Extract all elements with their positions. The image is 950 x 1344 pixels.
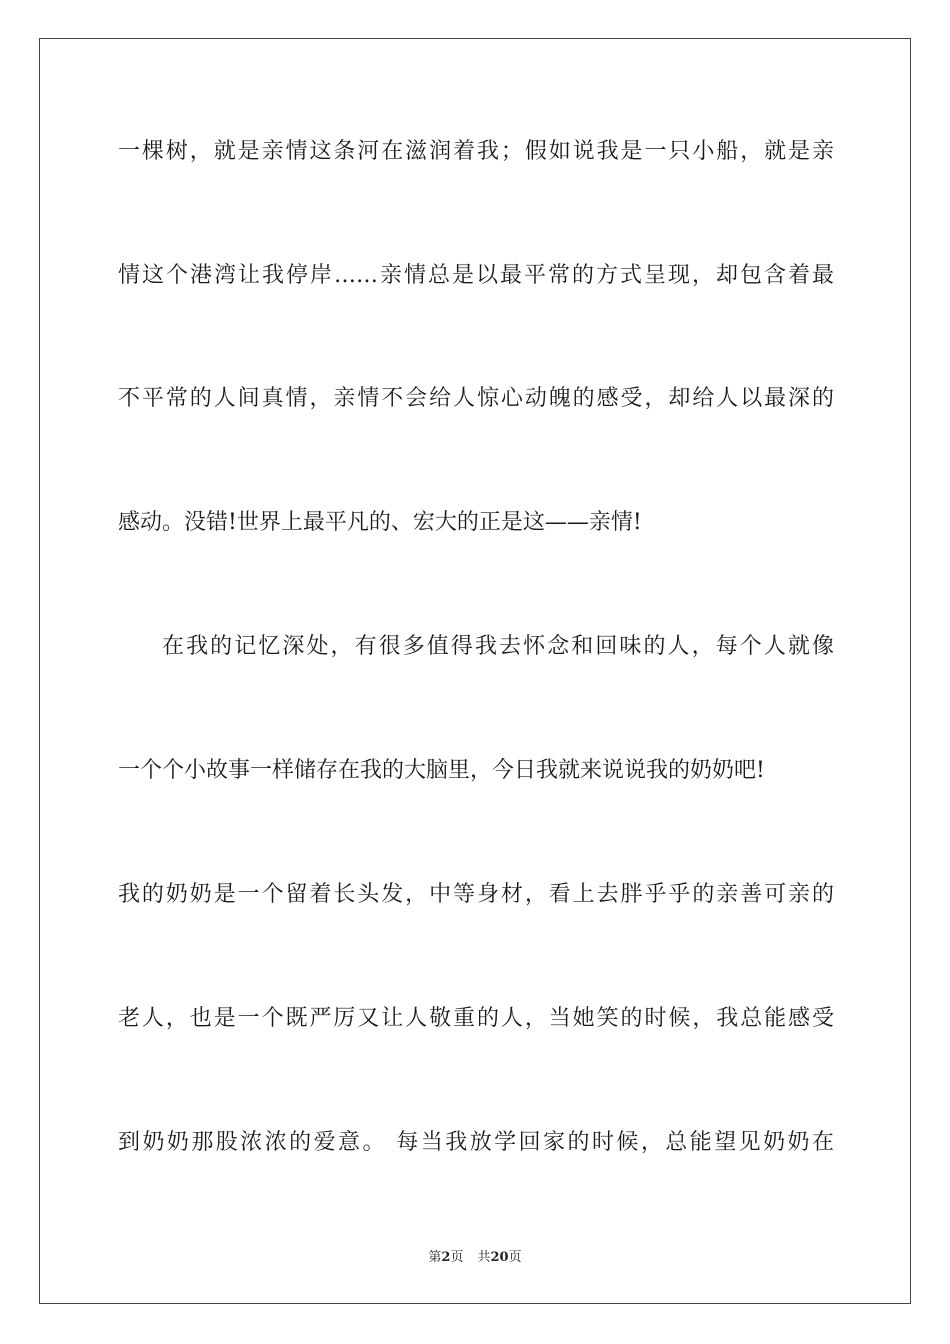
text-line-2: 情这个港湾让我停岸……亲情总是以最平常的方式呈现，却包含着最 xyxy=(118,263,834,288)
text-line-1: 一棵树，就是亲情这条河在滋润着我；假如说我是一只小船，就是亲 xyxy=(118,139,834,164)
text-line-4: 感动。没错!世界上最平凡的、宏大的正是这——亲情! xyxy=(118,510,642,535)
text-line-5: 在我的记忆深处，有很多值得我去怀念和回味的人，每个人就像 xyxy=(162,634,834,659)
text-line-7: 我的奶奶是一个留着长头发，中等身材，看上去胖乎乎的亲善可亲的 xyxy=(118,882,834,907)
page-number: 2 xyxy=(441,1250,451,1265)
text-line-8: 老人，也是一个既严厉又让人敬重的人，当她笑的时候，我总能感受 xyxy=(118,1006,834,1031)
page-footer xyxy=(0,1250,950,1266)
total-prefix: 共 xyxy=(477,1250,491,1265)
text-line-6: 一个个小故事一样储存在我的大脑里，今日我就来说说我的奶奶吧! xyxy=(118,758,765,783)
page-prefix: 第 xyxy=(428,1250,442,1265)
text-line-3: 不平常的人间真情，亲情不会给人惊心动魄的感受，却给人以最深的 xyxy=(118,386,834,411)
page-border xyxy=(39,38,911,1304)
total-pages: 20 xyxy=(490,1250,509,1265)
text-line-9: 到奶奶那股浓浓的爱意。 每当我放学回家的时候，总能望见奶奶在 xyxy=(118,1130,834,1155)
total-suffix: 页 xyxy=(508,1250,522,1265)
page-suffix: 页 xyxy=(450,1250,464,1265)
